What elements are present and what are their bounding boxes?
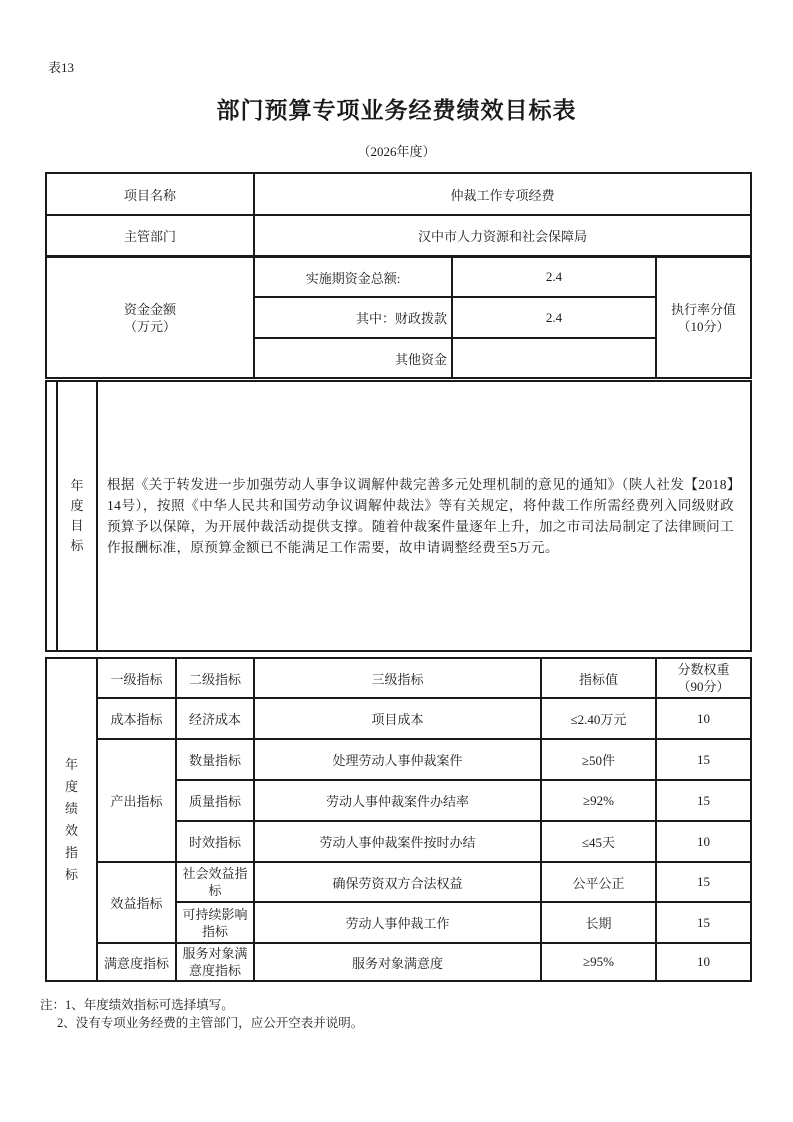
note-line-2: 2、没有专项业务经费的主管部门，应公开空表并说明。 (57, 1016, 364, 1030)
indicator-level3: 确保劳资双方合法权益 (254, 862, 541, 902)
project-info-table (45, 172, 752, 257)
indicator-weight: 10 (656, 943, 751, 981)
header-level3: 三级指标 (254, 658, 541, 698)
department-value: 汉中市人力资源和社会保障局 (254, 215, 751, 256)
indicators-section-label-text: 年度绩效指标 (64, 756, 78, 882)
funding-total-value: 2.4 (452, 257, 656, 297)
indicator-level2: 数量指标 (176, 739, 254, 780)
indicator-level1: 产出指标 (97, 739, 176, 862)
indicator-level2: 服务对象满意度指标 (176, 943, 254, 981)
table-row (46, 173, 751, 215)
indicator-level1: 满意度指标 (97, 943, 176, 981)
funding-other-value (452, 338, 656, 378)
funding-label (46, 257, 254, 378)
indicator-weight: 15 (656, 902, 751, 943)
indicator-level2: 可持续影响指标 (176, 902, 254, 943)
indicator-level2: 社会效益指标 (176, 862, 254, 902)
header-level1: 一级指标 (97, 658, 176, 698)
indicator-value: ≤45天 (541, 821, 656, 862)
funding-fiscal-value: 2.4 (452, 297, 656, 338)
indicator-level3: 项目成本 (254, 698, 541, 739)
annual-goal-cell (97, 381, 751, 651)
indicator-level3: 劳动人事仲裁工作 (254, 902, 541, 943)
indicator-weight: 15 (656, 780, 751, 821)
execution-score-line1: 执行率分值 (670, 301, 736, 317)
indicator-weight: 15 (656, 739, 751, 780)
header-weight-line2: （90分） (677, 679, 730, 694)
annual-goal-table (45, 380, 752, 652)
project-name-label: 项目名称 (46, 173, 254, 215)
annual-goal-label (57, 381, 97, 651)
execution-score-label (656, 257, 751, 378)
indicator-level3: 劳动人事仲裁案件办结率 (254, 780, 541, 821)
indicator-value: ≥95% (541, 943, 656, 981)
indicator-row (46, 739, 751, 780)
indicator-level3: 劳动人事仲裁案件按时办结 (254, 821, 541, 862)
page-subtitle: （2026年度） (357, 144, 436, 159)
table-row (46, 257, 751, 297)
indicator-weight: 15 (656, 862, 751, 902)
indicator-level1: 成本指标 (97, 698, 176, 739)
header-weight-line1: 分数权重 (677, 662, 730, 677)
indicator-row (46, 698, 751, 739)
department-label: 主管部门 (46, 215, 254, 256)
table-number-label: 表13 (48, 60, 75, 75)
indicator-row (46, 862, 751, 902)
table-row (46, 381, 751, 651)
indicator-weight: 10 (656, 698, 751, 739)
indicator-value: ≥92% (541, 780, 656, 821)
execution-score-line2: （10分） (677, 318, 730, 334)
indicators-table (45, 657, 752, 982)
indicator-value: ≥50件 (541, 739, 656, 780)
annual-goal-text: 根据《关于转发进一步加强劳动人事争议调解仲裁完善多元处理机制的意见的通知》（陕人社发【2018】14号），按照《中华人民共和国劳动争议调解仲裁法》等有关规定，将仲裁工作所需经费列入同级财政预算予以保障，为开展仲裁活动提供支撑。随着仲裁案件量逐年上升，加之市司法局制定了法律顾问工作报酬标准，原预算金额已不能满足工作需要，故申请调整经费至5万元。 (107, 477, 734, 555)
indicator-value: 公平公正 (541, 862, 656, 902)
table-row (46, 215, 751, 256)
indicator-level2: 质量指标 (176, 780, 254, 821)
note-line-1: 注：1、年度绩效指标可选择填写。 (40, 998, 234, 1012)
goal-left-strip (46, 381, 57, 651)
funding-label-line1: 资金金额 (123, 301, 176, 317)
indicator-level1: 效益指标 (97, 862, 176, 943)
funding-label-line2: （万元） (123, 318, 176, 334)
indicator-weight: 10 (656, 821, 751, 862)
indicator-level2: 时效指标 (176, 821, 254, 862)
indicators-header-row (46, 658, 751, 698)
funding-other-label: 其他资金 (254, 338, 452, 378)
indicator-level2: 经济成本 (176, 698, 254, 739)
annual-goal-label-text: 年度目标 (70, 478, 84, 553)
funding-fiscal-label: 其中：财政拨款 (254, 297, 452, 338)
header-weight (656, 658, 751, 698)
header-value: 指标值 (541, 658, 656, 698)
indicator-level3: 服务对象满意度 (254, 943, 541, 981)
indicator-value: ≤2.40万元 (541, 698, 656, 739)
page-title: 部门预算专项业务经费绩效目标表 (216, 97, 577, 123)
project-name-value: 仲裁工作专项经费 (254, 173, 751, 215)
indicator-row (46, 943, 751, 981)
indicators-section-label (46, 658, 97, 981)
funding-table (45, 256, 752, 379)
indicator-value: 长期 (541, 902, 656, 943)
header-level2: 二级指标 (176, 658, 254, 698)
funding-total-label: 实施期资金总额: (254, 257, 452, 297)
indicator-level3: 处理劳动人事仲裁案件 (254, 739, 541, 780)
